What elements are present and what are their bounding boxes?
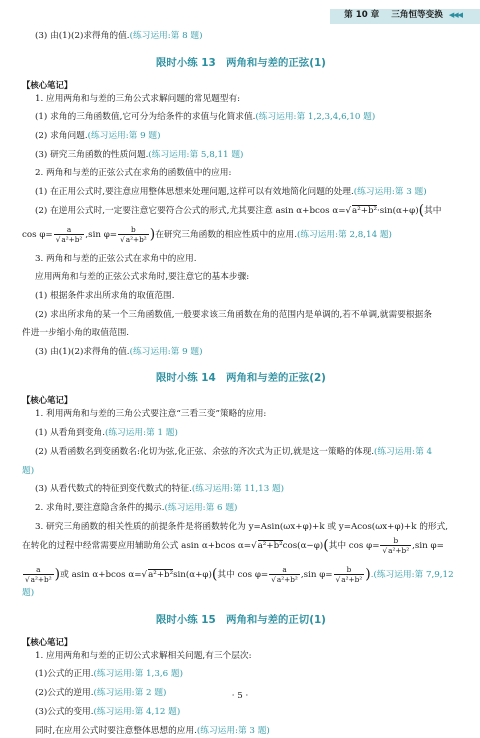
- text-line: [22, 465, 460, 479]
- text-line: 3. 研究三角函数的相关性质的前提条件是将函数转化为 y=Asin(ωx+φ)+k 或 y=Acos(ωx+φ)+k 的形式,: [22, 521, 460, 535]
- exercise-ref: 题): [22, 466, 34, 476]
- text-line: 2. 求角时,要注意隐含条件的揭示.(练习运用:第 6 题): [22, 502, 460, 516]
- formula-line: $\frac{a}{\text{√a²+b²}}$ )或 asin α+bcos α=√a²+b²sin(α+φ)(其中 cos φ= $\frac{a}{\text{√a²+b²}}$ ,sin φ= $\frac{b}{\text{√a²+b²}}$ ).(练习运用:第 7,9,12: [22, 563, 460, 587]
- text-line: 1. 应用两角和与差的正切公式求解相关问题,有三个层次:: [22, 650, 460, 664]
- header-title: [344, 8, 462, 20]
- text-line: (2) 求角问题.(练习运用:第 9 题): [22, 130, 460, 144]
- core-notes-label: 【核心笔记】: [22, 79, 460, 91]
- exercise-ref: (练习运用:第 8 题): [130, 31, 203, 41]
- exercise-ref: (练习运用:第 6 题): [165, 503, 238, 513]
- text-line: (3) 从看代数式的特征到变代数式的特征.(练习运用:第 11,13 题): [22, 483, 460, 497]
- core-notes-label: 【核心笔记】: [22, 394, 460, 406]
- text-line: 1. 应用两角和与差的三角公式求解问题的常见题型有:: [22, 93, 460, 107]
- exercise-ref: (练习运用:第 4,12 题): [94, 707, 181, 717]
- arrows-icon: ◀◀◀: [449, 11, 462, 19]
- exercise-ref: (练习运用:第 3 题): [354, 187, 427, 197]
- fraction: $\frac{b}{\text{√a²+b²}}$: [334, 565, 365, 584]
- exercise-ref: (练习运用:第 1,2,3,4,6,10 题): [255, 112, 375, 122]
- header-chapter: 第 10 章: [344, 10, 379, 20]
- text-line: (2) 求出所求角的某一个三角函数值,一般要求该三角函数在角的范围内是单调的,若不单调,就需要根据条: [22, 309, 460, 323]
- fraction: $\frac{a}{\text{√a²+b²}}$: [23, 565, 54, 584]
- exercise-ref: (练习运用:第 4: [374, 447, 432, 457]
- text-line: (1) 求角的三角函数值,它可分为给条件的求值与化简求值.(练习运用:第 1,2,3,4,6,10 题): [22, 111, 460, 125]
- text-line: 应用两角和与差的正弦公式求角时,要注意它的基本步骤:: [22, 271, 460, 285]
- exercise-ref: .(练习运用:第 7,9,12: [371, 570, 454, 580]
- section-title: 限时小练 13 两角和与差的正弦(1): [22, 57, 460, 70]
- fraction: $\frac{b}{\text{√a²+b²}}$: [380, 536, 411, 555]
- formula-line: cos φ= $\frac{a}{\text{√a²+b²}}$ ,sin φ= $\frac{b}{\text{√a²+b²}}$ )在研究三角函数的相应性质中的应用.(练习运用:第 2,8,14 题): [22, 223, 460, 247]
- text-line: (1)公式的正用.(练习运用:第 1,3,6 题): [22, 668, 460, 682]
- page-number: · 5 ·: [0, 691, 480, 701]
- text-line: (1) 根据条件求出所求角的取值范围.: [22, 290, 460, 304]
- text-line: (3) 由(1)(2)求得角的值.(练习运用:第 8 题): [22, 30, 460, 44]
- text-line: (2)公式的逆用.(练习运用:第 2 题): [22, 687, 460, 701]
- text-line: 1. 利用两角和与差的三角公式要注意“三看三变”策略的应用:: [22, 408, 460, 422]
- text-line: (1) 在正用公式时,要注意应用整体思想来处理问题,这样可以有效地简化问题的处理.(练习运用:第 3 题): [22, 186, 460, 200]
- exercise-ref: (练习运用:第 2 题): [94, 688, 167, 698]
- text-line: (3) 研究三角函数的性质问题.(练习运用:第 5,8,11 题): [22, 149, 460, 163]
- text-line: (1) 从看角到变角.(练习运用:第 1 题): [22, 427, 460, 441]
- text-line: (2) 从看函数名到变函数名:化切为弦,化正弦、余弦的齐次式为正切,就是这一策略的体现.(练习运用:第 4: [22, 446, 460, 460]
- exercise-ref: (练习运用:第 1 题): [105, 428, 178, 438]
- fraction: $\frac{b}{\text{√a²+b²}}$: [118, 225, 149, 244]
- formula-line: 在转化的过程中经常需要应用辅助角公式 asin α+bcos α=√a²+b²cos(α−φ)(其中 cos φ= $\frac{b}{\text{√a²+b²}}$ ,sin φ=: [22, 534, 460, 558]
- exercise-ref: (练习运用:第 11,13 题): [192, 484, 284, 494]
- text-line: [22, 587, 460, 601]
- exercise-ref: 题): [22, 588, 34, 598]
- section-title: 限时小练 14 两角和与差的正弦(2): [22, 372, 460, 385]
- exercise-ref: (练习运用:第 9 题): [130, 347, 203, 357]
- header-section: 三角恒等变换: [391, 10, 443, 20]
- exercise-ref: (练习运用:第 9 题): [88, 131, 161, 141]
- text-line: 3. 两角和与差的正弦公式在求角中的应用.: [22, 253, 460, 267]
- exercise-ref: (练习运用:第 3 题): [197, 726, 270, 736]
- fraction: $\frac{a}{\text{√a²+b²}}$: [54, 225, 85, 244]
- exercise-ref: (练习运用:第 1,3,6 题): [94, 669, 183, 679]
- section-title: 限时小练 15 两角和与差的正切(1): [22, 614, 460, 627]
- text-line: 件进一步缩小角的取值范围.: [22, 327, 460, 341]
- core-notes-label: 【核心笔记】: [22, 636, 460, 648]
- formula-line: (2) 在逆用公式时,一定要注意它要符合公式的形式,尤其要注意 asin α+bcos α=√a²+b²·sin(α+φ)(其中: [22, 205, 460, 219]
- text-line: 同时,在应用公式时要注意整体思想的应用.(练习运用:第 3 题): [22, 725, 460, 738]
- fraction: $\frac{a}{\text{√a²+b²}}$: [269, 565, 300, 584]
- page-header: [0, 0, 480, 26]
- exercise-ref: (练习运用:第 2,8,14 题): [297, 230, 392, 240]
- text-line: 2. 两角和与差的正弦公式在求角的函数值中的应用:: [22, 167, 460, 181]
- exercise-ref: (练习运用:第 5,8,11 题): [148, 150, 243, 160]
- text-line: (3)公式的变用.(练习运用:第 4,12 题): [22, 706, 460, 720]
- page-content: [22, 30, 460, 738]
- text-line: (3) 由(1)(2)求得角的值.(练习运用:第 9 题): [22, 346, 460, 360]
